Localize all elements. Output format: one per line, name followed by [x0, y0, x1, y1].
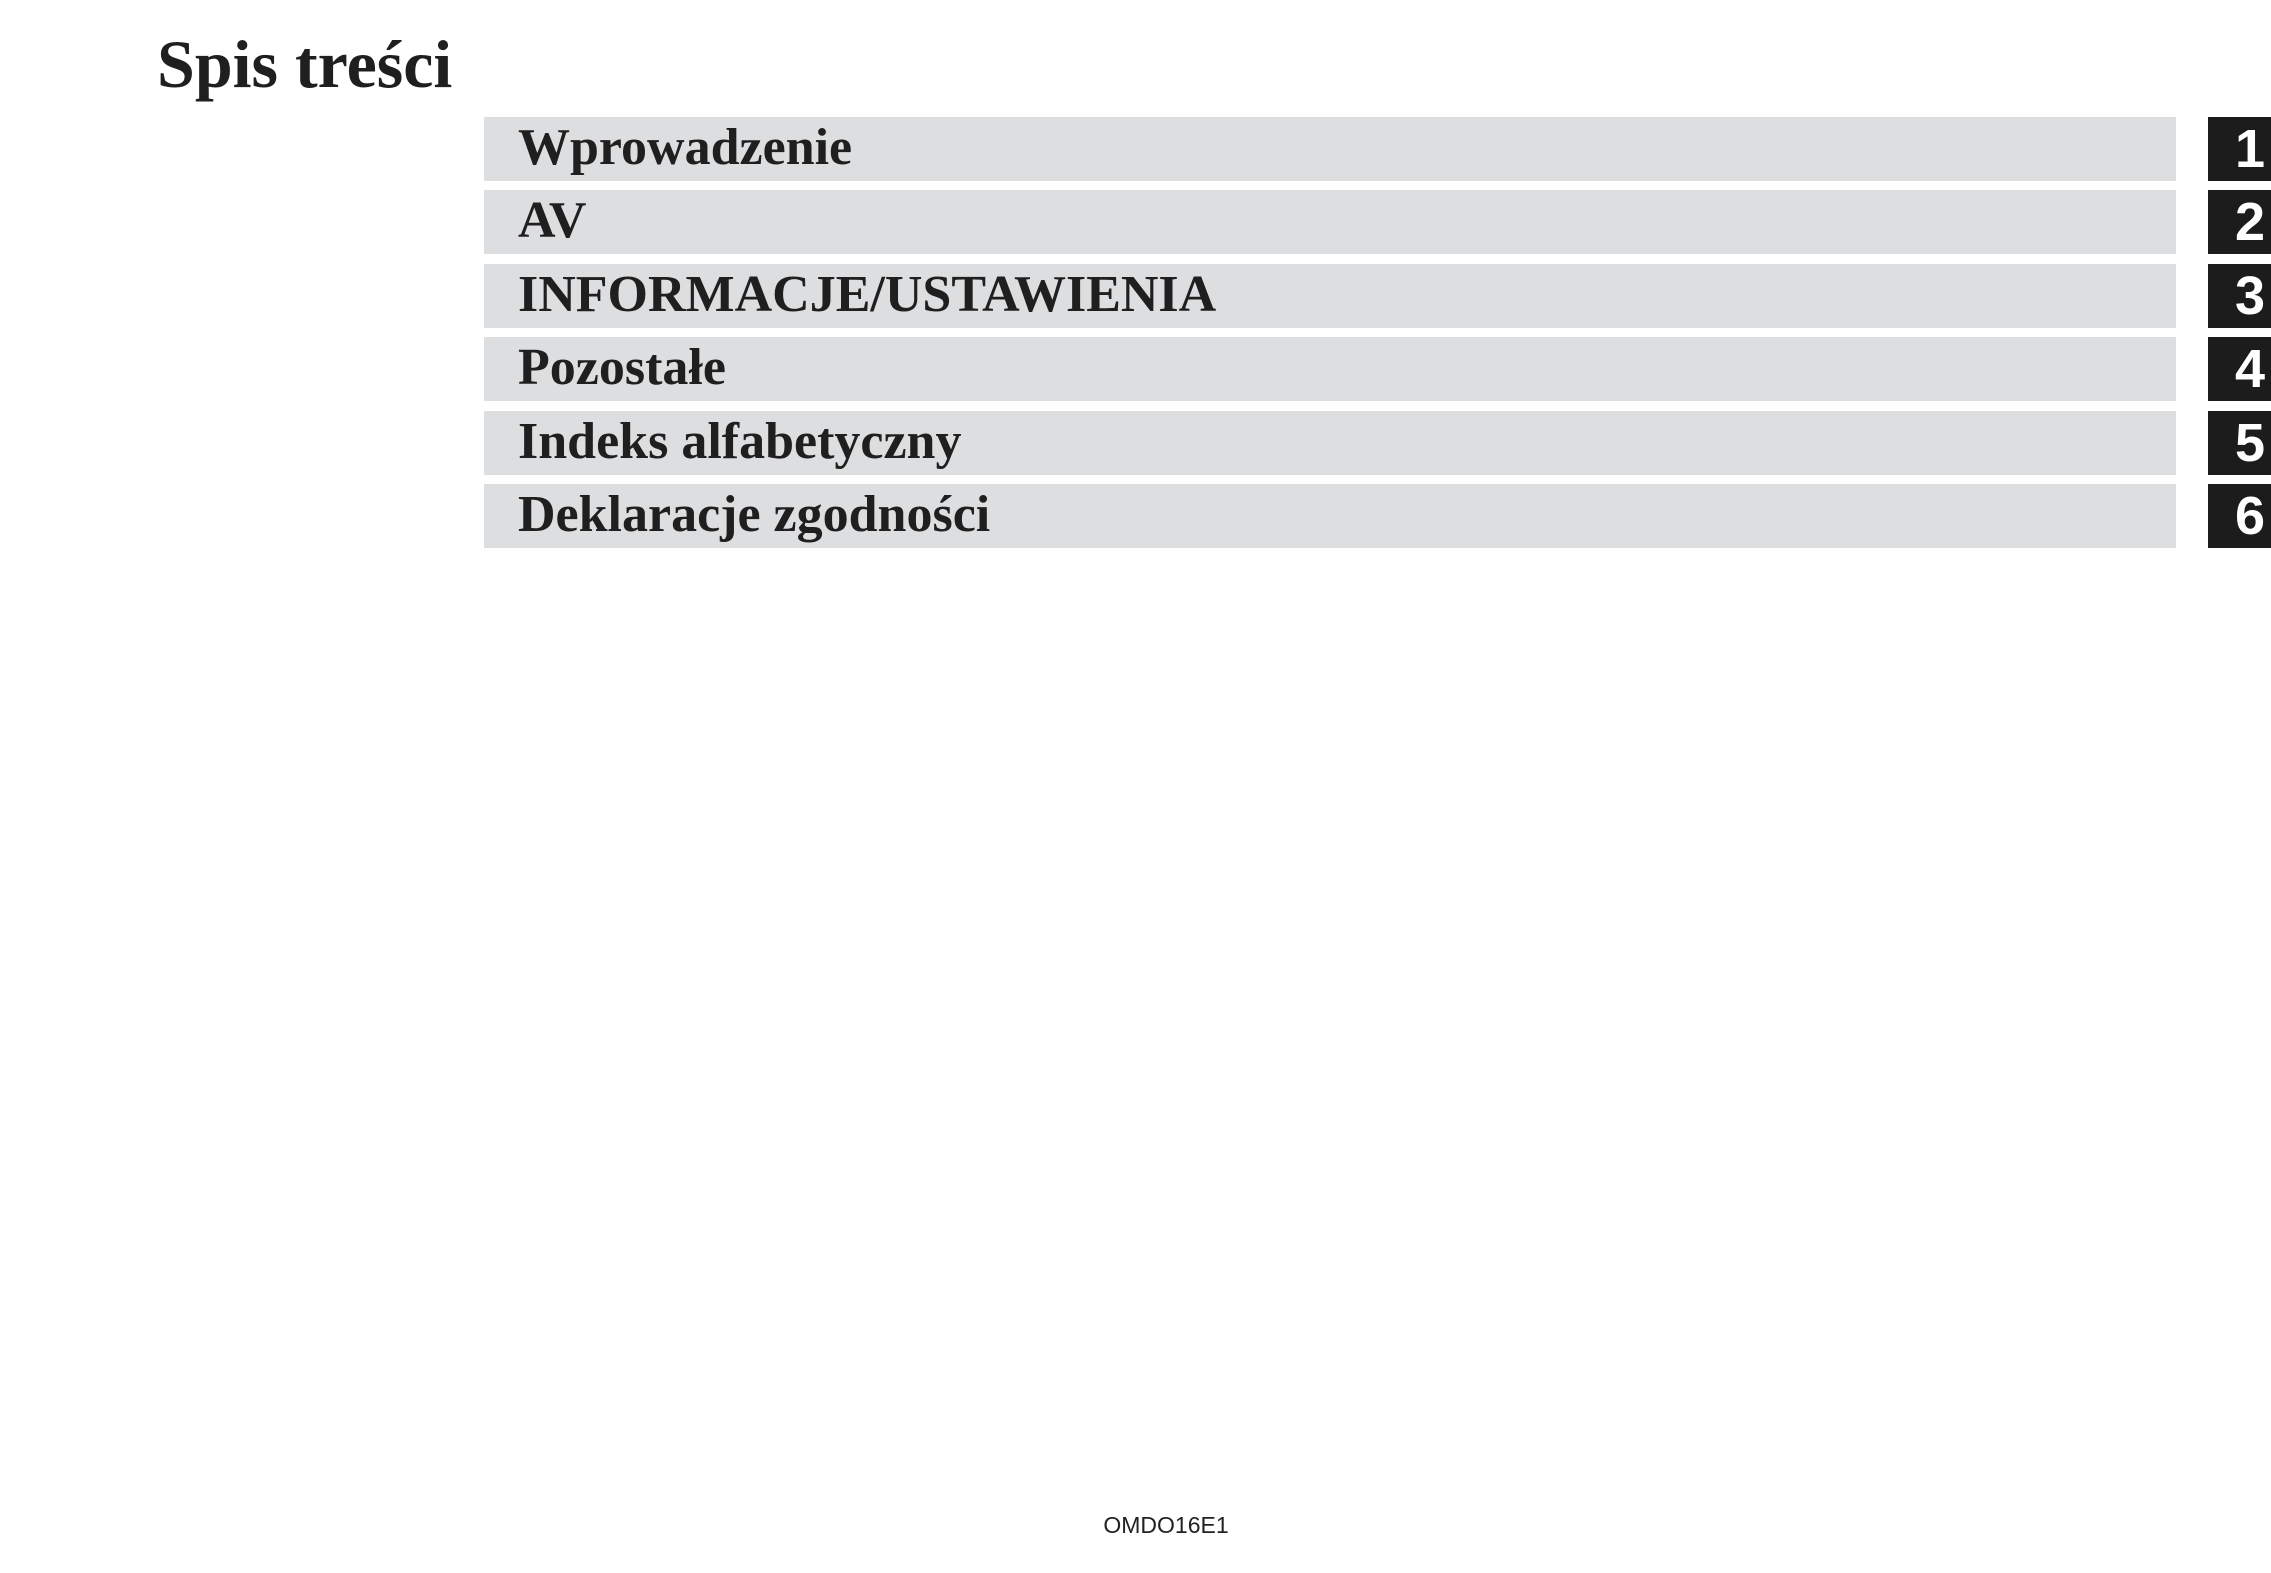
toc-entry-bar — [484, 411, 2176, 475]
toc-entry-av[interactable] — [484, 190, 2271, 254]
toc-entry-alphabetical-index[interactable] — [484, 411, 2271, 475]
table-of-contents — [0, 0, 2271, 600]
toc-entry-information-settings[interactable] — [484, 264, 2271, 328]
toc-entry-introduction[interactable] — [484, 117, 2271, 181]
toc-entry-bar — [484, 264, 2176, 328]
toc-entry-label: Pozostałe — [518, 339, 726, 396]
toc-entry-label: INFORMACJE/USTAWIENIA — [518, 266, 1217, 323]
toc-entry-declarations-of-conformity[interactable] — [484, 484, 2271, 548]
toc-entry-bar — [484, 484, 2176, 548]
toc-entry-label: Wprowadzenie — [518, 119, 853, 176]
toc-entry-label: AV — [518, 192, 587, 249]
toc-entry-other[interactable] — [484, 337, 2271, 401]
document-code: OMDO16E1 — [1103, 1512, 1229, 1538]
toc-entry-label: Deklaracje zgodności — [518, 486, 991, 543]
chapter-tab-3[interactable]: 3 — [2208, 264, 2271, 328]
chapter-tab-2[interactable]: 2 — [2208, 190, 2271, 254]
chapter-tab-4[interactable]: 4 — [2208, 337, 2271, 401]
chapter-tab-6[interactable]: 6 — [2208, 484, 2271, 548]
chapter-tab-1[interactable]: 1 — [2208, 117, 2271, 181]
chapter-tab-5[interactable]: 5 — [2208, 411, 2271, 475]
page-title: Spis treści — [157, 26, 453, 102]
toc-entry-bar — [484, 337, 2176, 401]
toc-entry-bar — [484, 190, 2176, 254]
toc-entry-label: Indeks alfabetyczny — [518, 413, 962, 470]
toc-entry-bar — [484, 117, 2176, 181]
